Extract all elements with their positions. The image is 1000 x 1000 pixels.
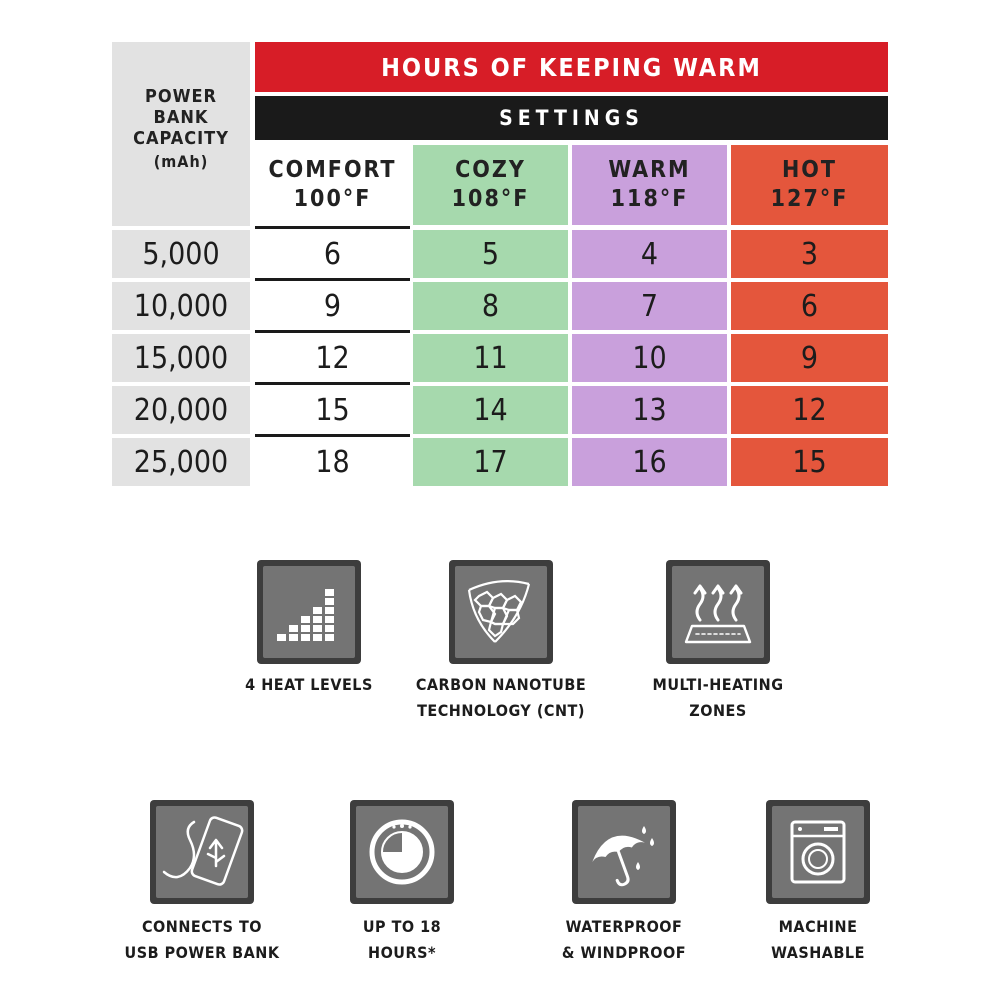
capacity-cell: 15,000 <box>112 334 250 382</box>
column-temperature: 118°F <box>610 186 689 212</box>
usb-power-bank-icon <box>160 810 244 894</box>
warm-hours-cell: 16 <box>572 438 727 486</box>
feature-label-line: WASHABLE <box>771 943 865 962</box>
column-name: WARM <box>608 157 691 183</box>
carbon-nanotube-icon <box>459 570 543 654</box>
washing-machine-icon <box>778 812 858 892</box>
feature-label-line: CONNECTS TO <box>141 917 263 936</box>
cozy-hours-cell: 14 <box>413 386 568 434</box>
umbrella-icon <box>584 812 664 892</box>
feature-label-line: WATERPROOF <box>565 917 683 936</box>
warm-hours-cell: 4 <box>572 230 727 278</box>
capacity-cell: 5,000 <box>112 230 250 278</box>
feature-label-line: USB POWER BANK <box>124 943 280 962</box>
heat-levels-icon <box>269 572 349 652</box>
hot-hours-cell: 3 <box>731 230 888 278</box>
cozy-hours-cell: 8 <box>413 282 568 330</box>
column-header-cozy <box>413 145 568 225</box>
table-title: HOURS OF KEEPING WARM <box>255 42 888 92</box>
feature-label-waterproof <box>522 914 726 966</box>
cozy-hours-cell: 17 <box>413 438 568 486</box>
comfort-hours-cell: 6 <box>255 230 410 278</box>
capacity-unit: (mAh) <box>153 152 209 171</box>
feature-label-heat-levels <box>207 672 411 698</box>
feature-label-machine-washable <box>716 914 920 966</box>
capacity-cell: 20,000 <box>112 386 250 434</box>
clock-icon-box <box>350 800 454 904</box>
settings-header: SETTINGS <box>255 96 888 140</box>
feature-label-line: UP TO 18 <box>362 917 442 936</box>
hot-hours-cell: 9 <box>731 334 888 382</box>
clock-icon <box>362 812 442 892</box>
heat-levels-icon-box <box>257 560 361 664</box>
row-divider <box>255 434 410 437</box>
cozy-hours-cell: 5 <box>413 230 568 278</box>
multi-heating-zones-icon <box>678 572 758 652</box>
feature-label-line: CARBON NANOTUBE <box>415 675 587 694</box>
comfort-hours-cell: 15 <box>255 386 410 434</box>
column-name: HOT <box>781 157 838 183</box>
column-temperature: 127°F <box>770 186 849 212</box>
column-header-comfort <box>255 145 410 225</box>
hot-hours-cell: 12 <box>731 386 888 434</box>
cozy-hours-cell: 11 <box>413 334 568 382</box>
row-divider <box>255 278 410 281</box>
warm-hours-cell: 10 <box>572 334 727 382</box>
capacity-header-line-3: CAPACITY <box>133 128 229 149</box>
carbon-nanotube-icon-box <box>449 560 553 664</box>
capacity-header <box>112 42 250 226</box>
warm-hours-cell: 7 <box>572 282 727 330</box>
washing-machine-icon-box <box>766 800 870 904</box>
feature-label-line: 4 HEAT LEVELS <box>245 675 373 694</box>
column-name: COZY <box>455 157 526 183</box>
comfort-hours-cell: 9 <box>255 282 410 330</box>
feature-label-carbon-nanotube <box>399 672 603 724</box>
comfort-hours-cell: 18 <box>255 438 410 486</box>
warm-hours-cell: 13 <box>572 386 727 434</box>
feature-label-usb-power-bank <box>100 914 304 966</box>
feature-label-line: ZONES <box>689 701 747 720</box>
column-temperature: 100°F <box>293 186 372 212</box>
feature-label-line: HOURS* <box>368 943 436 962</box>
feature-label-line: TECHNOLOGY (CNT) <box>417 701 585 720</box>
capacity-cell: 10,000 <box>112 282 250 330</box>
row-divider <box>255 382 410 385</box>
capacity-header-line-1: POWER <box>144 86 218 107</box>
row-divider <box>255 330 410 333</box>
feature-label-line: MULTI-HEATING <box>652 675 784 694</box>
column-name: COMFORT <box>268 157 397 183</box>
column-temperature: 108°F <box>451 186 530 212</box>
feature-label-line: & WINDPROOF <box>561 943 687 962</box>
feature-label-multi-heating-zones <box>616 672 820 724</box>
feature-label-up-to-18-hours <box>300 914 504 966</box>
umbrella-icon-box <box>572 800 676 904</box>
feature-label-line: MACHINE <box>778 917 858 936</box>
capacity-cell: 25,000 <box>112 438 250 486</box>
column-header-warm <box>572 145 727 225</box>
hot-hours-cell: 6 <box>731 282 888 330</box>
column-header-hot <box>731 145 888 225</box>
comfort-hours-cell: 12 <box>255 334 410 382</box>
row-divider <box>255 226 410 229</box>
hot-hours-cell: 15 <box>731 438 888 486</box>
capacity-header-line-2: BANK <box>153 107 209 128</box>
usb-power-bank-icon-box <box>150 800 254 904</box>
multi-heating-zones-icon-box <box>666 560 770 664</box>
